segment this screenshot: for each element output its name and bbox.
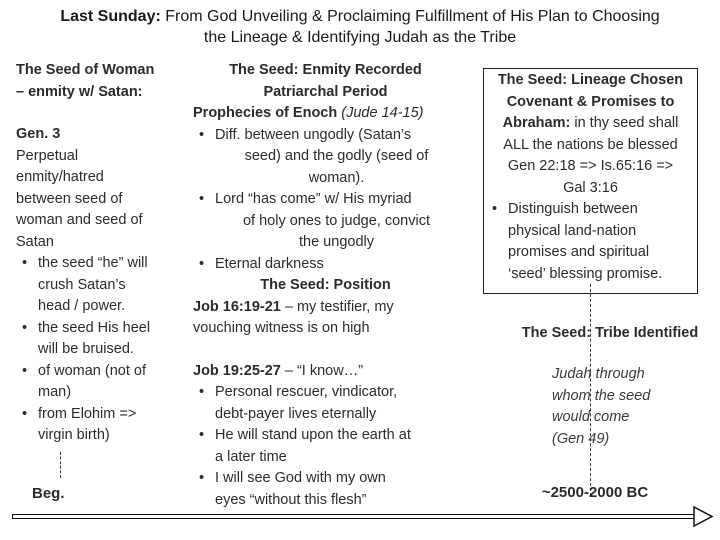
list-item	[16, 318, 186, 361]
col1-heading-line2: – enmity w/ Satan:	[16, 83, 143, 100]
page-title	[0, 6, 720, 48]
lineage-box-content	[486, 70, 695, 285]
col1-intro-line: Perpetual	[16, 147, 79, 164]
job16-ref: Job 16:19-21	[193, 298, 281, 315]
bullet-line: • Distinguish between	[508, 201, 638, 217]
column-patriarchal	[193, 60, 458, 511]
col2-heading2: Patriarchal Period	[263, 83, 388, 100]
timeline-bar	[12, 514, 700, 519]
col2-enoch-line	[193, 103, 458, 125]
list-item	[193, 189, 458, 254]
enoch-label: Prophecies of Enoch	[193, 105, 338, 121]
box-line1: Covenant & Promises to	[506, 93, 675, 110]
bullet-line: of holy ones to judge, convict	[242, 212, 430, 229]
bullet-line: a later time	[215, 448, 287, 465]
tribe-line: (Gen 49)	[552, 430, 610, 447]
tribe-heading: The Seed: Tribe Identified	[521, 325, 699, 341]
list-item	[16, 253, 186, 318]
enoch-ref: (Jude 14-15)	[337, 105, 424, 121]
bullet-line: • I will see God with my own	[215, 470, 386, 486]
job19-ref: Job 19:25-27	[193, 362, 281, 379]
box-heading: The Seed: Lineage Chosen	[497, 72, 684, 88]
list-item	[16, 361, 186, 404]
box-line2	[486, 113, 695, 135]
job16-line	[193, 297, 458, 319]
bullet-line: crush Satan’s	[38, 276, 126, 293]
col1-intro-line: enmity/hatred	[16, 169, 104, 185]
col1-intro-line: woman and seed of	[16, 212, 143, 228]
list-item	[193, 382, 458, 425]
list-item	[193, 425, 458, 468]
bullet-line: • Personal rescuer, vindicator,	[215, 384, 398, 400]
tribe-block	[552, 364, 712, 450]
abraham-label: Abraham:	[502, 115, 571, 131]
list-item	[193, 254, 458, 276]
bullet-line: seed) and the godly (seed of	[244, 148, 429, 164]
tribe-line: whom the seed	[552, 387, 651, 404]
col2-job-bullets	[193, 382, 458, 511]
col2-heading3: The Seed: Position	[260, 277, 391, 293]
bullet-line: • from Elohim =>	[38, 405, 137, 422]
list-item	[16, 404, 186, 447]
col2-enoch-bullets	[193, 125, 458, 276]
box-line3: ALL the nations be blessed	[503, 136, 678, 153]
col1-bullet-list	[16, 253, 186, 447]
bullet-line: eyes “without this flesh”	[215, 491, 367, 508]
bullet-line: woman).	[308, 169, 365, 186]
list-item	[486, 199, 695, 285]
job16-text: – my testifier, my	[280, 298, 394, 315]
box-line5: Gal 3:16	[563, 179, 618, 196]
col1-intro-line: Satan	[16, 233, 54, 250]
col1-heading-line1: The Seed of Woman	[16, 62, 155, 78]
bullet-line: • the seed His heel	[38, 319, 151, 336]
tribe-line: would come	[552, 409, 630, 425]
date-label: ~2500-2000 BC	[541, 484, 649, 501]
bullet-line: promises and spiritual	[508, 244, 650, 260]
timeline-arrow-icon	[692, 505, 716, 529]
col2-heading1: The Seed: Enmity Recorded	[229, 62, 422, 78]
column-seed-of-woman	[16, 60, 186, 447]
job19-line	[193, 361, 458, 383]
tribe-line: Judah through	[552, 366, 645, 382]
bullet-line: head / power.	[38, 298, 126, 314]
box-line4: Gen 22:18 => Is.65:16 =>	[507, 158, 674, 174]
title-bold-part: Last Sunday:	[60, 8, 161, 25]
list-item	[193, 125, 458, 190]
title-line1: From God Unveiling & Proclaiming Fulfillment of His Plan to Choosing	[160, 8, 660, 25]
title-line2: the Lineage & Identifying Judah as the Tribe	[203, 29, 517, 46]
bullet-line: • the seed “he” will	[38, 255, 148, 271]
bullet-line: will be bruised.	[38, 341, 134, 357]
bullet-line: • of woman (not of	[38, 362, 146, 379]
bullet-line: debt-payer lives eternally	[215, 405, 377, 422]
bullet-line: man)	[38, 384, 72, 400]
bullet-line: virgin birth)	[38, 427, 110, 443]
bullet-line: • Diff. between ungodly (Satan’s	[215, 126, 412, 143]
bullet-line: ‘seed’ blessing promise.	[508, 265, 663, 282]
bullet-line: • He will stand upon the earth at	[215, 427, 411, 443]
beg-dashed-marker	[60, 452, 61, 478]
bullet-line: • Lord “has come” w/ His myriad	[215, 191, 412, 207]
col1-subheading: Gen. 3	[16, 126, 61, 142]
bullet-line: • Eternal darkness	[215, 255, 324, 272]
bullet-line: the ungodly	[299, 234, 374, 250]
box-line2-text: in thy seed shall	[570, 115, 679, 131]
bullet-line: physical land-nation	[508, 222, 637, 239]
job19-text: – “I know…”	[280, 362, 364, 379]
col1-intro-line: between seed of	[16, 190, 123, 207]
list-item	[193, 468, 458, 511]
beg-label: Beg.	[32, 485, 65, 502]
job16-line2: vouching witness is on high	[193, 320, 370, 336]
box-bullet-list	[486, 199, 695, 285]
